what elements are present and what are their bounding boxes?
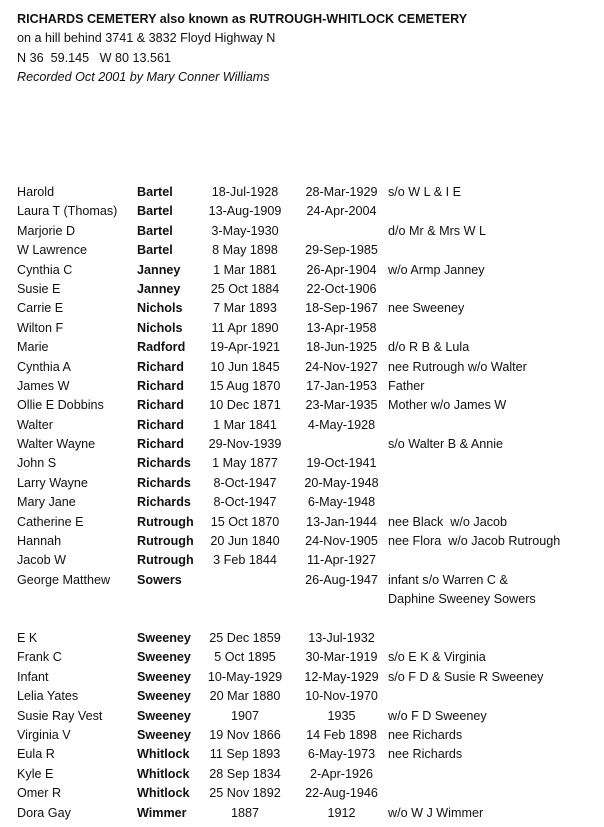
- birth-date: 10 Dec 1871: [209, 398, 281, 413]
- death-date: 1912: [327, 805, 356, 820]
- surname: Janney: [137, 281, 181, 296]
- death-date: 28-Mar-1929: [305, 185, 378, 199]
- table-row: [17, 202, 597, 221]
- birth-date: 28 Sep 1834: [209, 766, 281, 781]
- table-row: [17, 454, 597, 473]
- surname: Richard: [137, 398, 184, 413]
- first-name: Virginia V: [17, 727, 71, 742]
- death-date: 1935: [327, 708, 356, 723]
- birth-date: 10-May-1929: [207, 669, 283, 684]
- first-name: Frank C: [17, 650, 62, 665]
- death-date: 2-Apr-1926: [309, 766, 373, 781]
- relation-note: s/o E K & Virginia: [388, 650, 486, 665]
- surname: Whitlock: [137, 747, 190, 762]
- relation-note-continued: Daphine Sweeney Sowers: [388, 592, 536, 607]
- recorded-by: Recorded Oct 2001 by Mary Conner Williams: [17, 70, 270, 85]
- table-row: [17, 338, 597, 357]
- relation-note: w/o Armp Janney: [388, 262, 485, 277]
- birth-date: 1907: [230, 708, 260, 723]
- surname: Bartel: [137, 243, 173, 258]
- table-row: [17, 668, 597, 687]
- birth-date: 7 Mar 1893: [213, 301, 277, 316]
- relation-note: d/o R B & Lula: [388, 340, 470, 355]
- first-name: Hannah: [17, 534, 62, 549]
- death-date: 18-Jun-1925: [306, 340, 377, 355]
- birth-date: 10 Jun 1845: [210, 359, 280, 374]
- surname: Sweeney: [137, 650, 191, 665]
- table-row: [17, 299, 597, 318]
- table-row: [17, 532, 597, 551]
- birth-date: 5 Oct 1895: [214, 650, 276, 665]
- table-row: [17, 493, 597, 512]
- cemetery-location: on a hill behind 3741 & 3832 Floyd Highway N: [17, 31, 276, 46]
- birth-date: 3-May-1930: [211, 223, 279, 238]
- table-row: [17, 474, 597, 493]
- first-name: Ollie E Dobbins: [17, 398, 104, 413]
- death-date: 6-May-1973: [307, 747, 376, 762]
- first-name: Walter: [17, 417, 53, 432]
- surname: Sweeney: [137, 631, 191, 645]
- death-date: 20-May-1948: [304, 475, 379, 490]
- table-row: [17, 629, 597, 648]
- relation-note: s/o Walter B & Annie: [388, 437, 504, 452]
- surname: Richard: [137, 417, 184, 432]
- death-date: 19-Oct-1941: [306, 456, 377, 471]
- death-date: 12-May-1929: [304, 669, 379, 684]
- relation-note: Mother w/o James W: [388, 398, 507, 413]
- first-name: Larry Wayne: [17, 475, 88, 490]
- surname: Radford: [137, 340, 186, 355]
- birth-date: 1 Mar 1841: [213, 417, 277, 432]
- birth-date: 15 Aug 1870: [209, 378, 281, 393]
- relation-note: nee Richards: [388, 727, 463, 742]
- first-name: Harold: [17, 185, 55, 199]
- surname: Bartel: [137, 204, 173, 219]
- relation-note: nee Flora w/o Jacob Rutrough: [388, 534, 561, 549]
- table-row: [17, 435, 597, 454]
- first-name: Wilton F: [17, 320, 64, 335]
- death-date: 24-Nov-1927: [305, 359, 378, 374]
- birth-date: 18-Jul-1928: [211, 185, 279, 199]
- death-date: 24-Apr-2004: [306, 204, 377, 219]
- relation-note: nee Rutrough w/o Walter: [388, 359, 527, 374]
- birth-date: 11 Apr 1890: [211, 320, 279, 335]
- cemetery-coordinates: N 36 59.145 W 80 13.561: [17, 50, 172, 65]
- surname: Sweeney: [137, 669, 191, 684]
- table-row: [17, 241, 597, 260]
- death-date: 22-Oct-1906: [306, 281, 377, 296]
- first-name: Susie E: [17, 281, 61, 296]
- table-row: [17, 804, 597, 823]
- death-date: 11-Apr-1927: [306, 553, 377, 568]
- surname: Sowers: [137, 572, 182, 587]
- table-row: [17, 358, 597, 377]
- table-row: [17, 745, 597, 764]
- table-row: [17, 319, 597, 338]
- first-name: Lelia Yates: [17, 689, 79, 704]
- first-name: Walter Wayne: [17, 437, 96, 452]
- surname: Richards: [137, 495, 191, 510]
- table-row: [17, 687, 597, 706]
- table-row: [17, 416, 597, 435]
- surname: Bartel: [137, 223, 173, 238]
- table-row: [17, 183, 597, 202]
- death-date: 18-Sep-1967: [305, 301, 378, 316]
- birth-date: 25 Nov 1892: [209, 786, 281, 801]
- section-gap: [17, 610, 597, 629]
- birth-date: 29-Nov-1939: [208, 437, 282, 452]
- birth-date: 19-Apr-1921: [209, 340, 280, 355]
- table-row: [17, 648, 597, 667]
- birth-date: 1 Mar 1881: [213, 262, 277, 277]
- first-name: Laura T (Thomas): [17, 204, 118, 219]
- table-row: [17, 765, 597, 784]
- first-name: Susie Ray Vest: [17, 708, 103, 723]
- surname: Janney: [137, 262, 181, 277]
- table-row: [17, 551, 597, 570]
- surname: Sweeney: [137, 689, 191, 704]
- surname: Rutrough: [137, 553, 194, 568]
- birth-date: 3 Feb 1844: [213, 553, 277, 568]
- birth-date: 8-Oct-1947: [213, 475, 277, 490]
- first-name: Mary Jane: [17, 495, 76, 510]
- birth-date: 13-Aug-1909: [208, 204, 282, 219]
- surname: Rutrough: [137, 514, 194, 529]
- birth-date: 25 Oct 1884: [210, 281, 280, 296]
- first-name: John S: [17, 456, 57, 471]
- table-row: [17, 280, 597, 299]
- table-row: [17, 513, 597, 532]
- death-date: 26-Aug-1947: [305, 572, 378, 587]
- death-date: 13-Apr-1958: [306, 320, 377, 335]
- first-name: Omer R: [17, 786, 62, 801]
- relation-note: nee Sweeney: [388, 301, 465, 316]
- birth-date: 8 May 1898: [212, 243, 278, 258]
- relation-note: infant s/o Warren C &: [388, 572, 508, 587]
- surname: Richards: [137, 456, 191, 471]
- surname: Wimmer: [137, 805, 187, 820]
- death-date: 14 Feb 1898: [306, 727, 377, 742]
- first-name: Jacob W: [17, 553, 66, 568]
- surname: Rutrough: [137, 534, 194, 549]
- relation-note: s/o F D & Susie R Sweeney: [388, 669, 544, 684]
- relation-note: w/o F D Sweeney: [388, 708, 487, 723]
- surname: Whitlock: [137, 786, 190, 801]
- birth-date: 15 Oct 1870: [210, 514, 280, 529]
- surname: Nichols: [137, 320, 183, 335]
- relation-note: s/o W L & I E: [388, 185, 462, 199]
- surname: Whitlock: [137, 766, 190, 781]
- first-name: Dora Gay: [17, 805, 71, 820]
- table-row: [17, 707, 597, 726]
- death-date: 24-Nov-1905: [305, 534, 378, 549]
- death-date: 22-Aug-1946: [305, 786, 378, 801]
- death-date: 4-May-1928: [307, 417, 376, 432]
- death-date: 26-Apr-1904: [306, 262, 377, 277]
- birth-date: 25 Dec 1859: [209, 631, 281, 645]
- birth-date: 11 Sep 1893: [209, 747, 281, 762]
- relation-note: d/o Mr & Mrs W L: [388, 223, 486, 238]
- death-date: 29-Sep-1985: [305, 243, 378, 258]
- first-name: E K: [17, 631, 38, 645]
- first-name: Catherine E: [17, 514, 84, 529]
- death-date: 10-Nov-1970: [305, 689, 378, 704]
- surname: Bartel: [137, 185, 173, 199]
- surname: Richard: [137, 378, 184, 393]
- surname: Richard: [137, 437, 184, 452]
- table-row: [17, 377, 597, 396]
- death-date: 23-Mar-1935: [305, 398, 378, 413]
- surname: Richard: [137, 359, 184, 374]
- relation-note: Father: [388, 378, 425, 393]
- first-name: Marie: [17, 340, 49, 355]
- burial-records-table: [17, 183, 597, 823]
- death-date: 6-May-1948: [307, 495, 376, 510]
- relation-note: w/o W J Wimmer: [388, 805, 484, 820]
- first-name: James W: [17, 378, 70, 393]
- surname: Sweeney: [137, 708, 191, 723]
- death-date: 17-Jan-1953: [306, 378, 377, 393]
- first-name: W Lawrence: [17, 243, 87, 258]
- first-name: Cynthia A: [17, 359, 71, 374]
- table-row: [17, 261, 597, 280]
- birth-date: 1887: [230, 805, 260, 820]
- birth-date: 19 Nov 1866: [209, 727, 281, 742]
- first-name: Marjorie D: [17, 223, 76, 238]
- document-header: [17, 10, 467, 88]
- death-date: 13-Jan-1944: [306, 514, 377, 529]
- first-name: Infant: [17, 669, 49, 684]
- birth-date: 20 Jun 1840: [210, 534, 280, 549]
- table-row: [17, 784, 597, 803]
- first-name: Eula R: [17, 747, 55, 762]
- birth-date: 20 Mar 1880: [209, 689, 281, 704]
- surname: Richards: [137, 475, 191, 490]
- table-row: [17, 222, 597, 241]
- relation-note: nee Black w/o Jacob: [388, 514, 508, 529]
- table-row: [17, 726, 597, 745]
- first-name: Kyle E: [17, 766, 54, 781]
- table-row: [17, 396, 597, 415]
- first-name: Cynthia C: [17, 262, 73, 277]
- table-row: [17, 571, 597, 610]
- surname: Sweeney: [137, 727, 191, 742]
- first-name: Carrie E: [17, 301, 64, 316]
- surname: Nichols: [137, 301, 183, 316]
- first-name: George Matthew: [17, 572, 111, 587]
- relation-note: nee Richards: [388, 747, 463, 762]
- birth-date: 1 May 1877: [212, 456, 278, 471]
- cemetery-title: RICHARDS CEMETERY also known as RUTROUGH-WHITLOCK CEMETERY: [17, 12, 468, 26]
- birth-date: 8-Oct-1947: [213, 495, 277, 510]
- death-date: 30-Mar-1919: [305, 650, 378, 665]
- death-date: 13-Jul-1932: [308, 631, 375, 645]
